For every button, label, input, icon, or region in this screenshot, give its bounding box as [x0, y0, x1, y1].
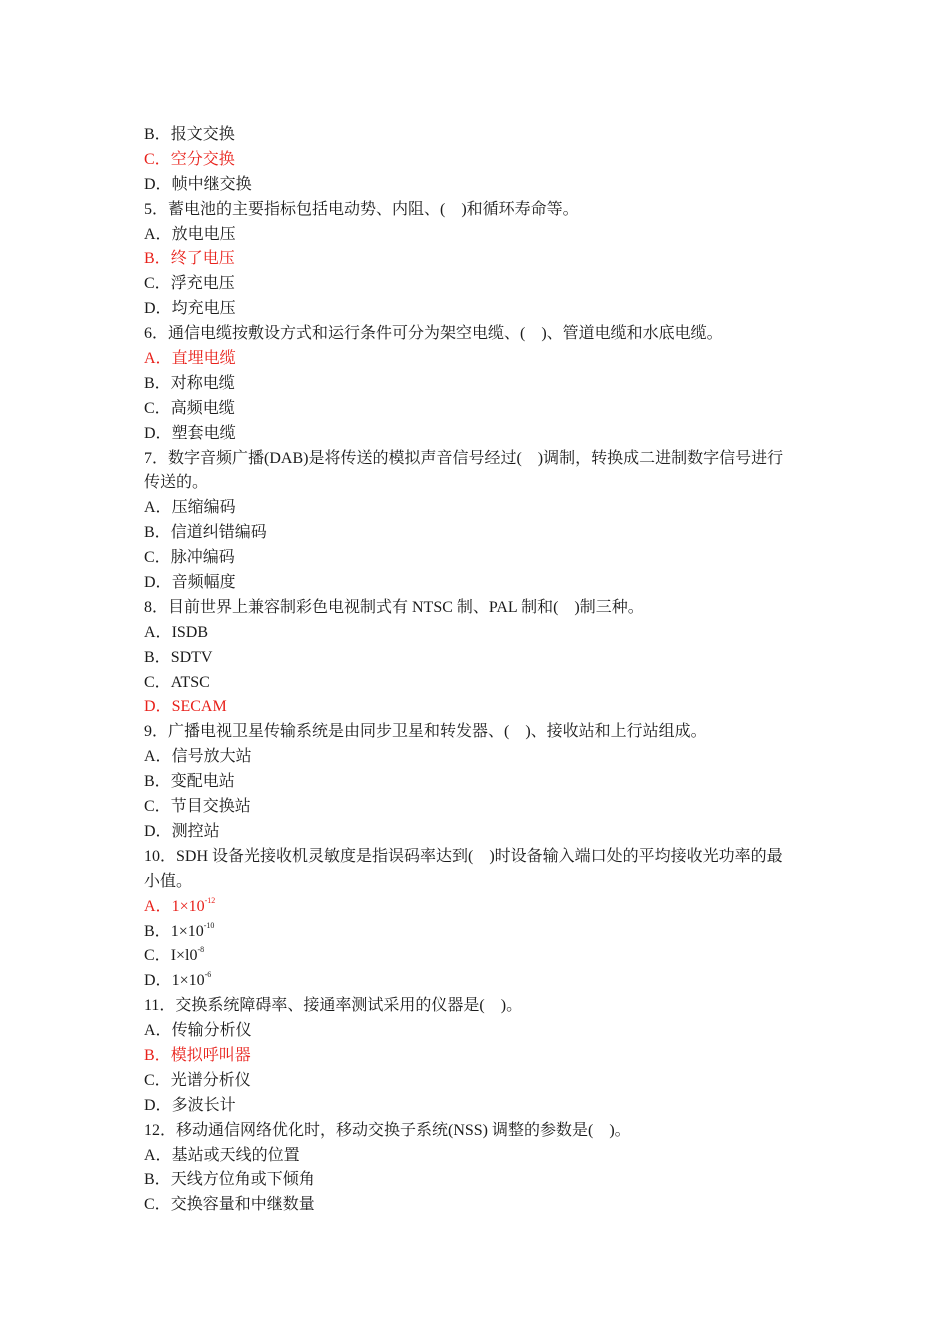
option-letter: B． [144, 250, 171, 268]
option [144, 795, 824, 820]
option-letter: C． [144, 399, 171, 417]
option [144, 621, 824, 646]
option-letter: C． [144, 1071, 171, 1089]
option-letter: B． [144, 374, 171, 392]
option-text: 塑套电缆 [171, 424, 236, 442]
option-letter: A． [144, 897, 172, 915]
option-letter: B． [144, 524, 171, 542]
option-letter: C． [144, 1196, 171, 1214]
option-text: 变配电站 [170, 773, 235, 791]
option-letter: B． [144, 1171, 171, 1189]
option-text: 高频电缆 [170, 399, 235, 417]
question-text [144, 198, 824, 223]
option-correct [144, 695, 824, 720]
option [144, 1144, 824, 1169]
question-text [144, 870, 824, 895]
option-exponent: -12 [204, 895, 216, 905]
question-label: 传送的。 [144, 474, 209, 492]
option [144, 646, 824, 671]
question-text [144, 447, 824, 472]
option-text: 浮充电压 [170, 275, 235, 293]
option [144, 223, 824, 248]
question-label: 10．SDH 设备光接收机灵敏度是指误码率达到( )时设备输入端口处的平均接收光功率的最 [144, 847, 783, 865]
option-letter: C． [144, 798, 171, 816]
question-text [144, 322, 824, 347]
option-correct [144, 148, 824, 173]
option-text: 放电电压 [171, 225, 236, 243]
option [144, 397, 824, 422]
option-text: 音频幅度 [171, 574, 236, 592]
option-exponent: -8 [197, 945, 205, 955]
option-letter: A． [144, 748, 172, 766]
option [144, 546, 824, 571]
option-letter: B． [144, 648, 171, 666]
option [144, 1019, 824, 1044]
option [144, 422, 824, 447]
option-text: 传输分析仪 [171, 1022, 252, 1040]
question-label: 11．交换系统障碍率、接通率测试采用的仪器是( )。 [144, 997, 523, 1015]
option-letter: D． [144, 574, 172, 592]
question-text [144, 471, 824, 496]
option-text: 节目交换站 [170, 798, 251, 816]
option [144, 770, 824, 795]
option-letter: C． [144, 673, 171, 691]
option-correct [144, 347, 824, 372]
option [144, 123, 824, 148]
option-correct [144, 1044, 824, 1069]
option [144, 1193, 824, 1218]
option-letter: A． [144, 1022, 172, 1040]
option-letter: D． [144, 424, 172, 442]
option-letter: B． [144, 922, 171, 940]
option-text: ATSC [170, 673, 210, 691]
option-letter: C． [144, 150, 171, 168]
option-correct [144, 895, 824, 920]
option-exponent: -6 [204, 970, 212, 980]
option [144, 920, 824, 945]
option-text: 脉冲编码 [170, 549, 235, 567]
option-text: 信号放大站 [171, 748, 252, 766]
question-text [144, 845, 824, 870]
option-text: 1×10 [171, 972, 205, 990]
option-text: SDTV [170, 648, 213, 666]
option [144, 297, 824, 322]
option-letter: B． [144, 1046, 171, 1064]
option-letter: D． [144, 175, 172, 193]
option-letter: D． [144, 300, 172, 318]
option [144, 820, 824, 845]
option-text: 基站或天线的位置 [171, 1146, 300, 1164]
option [144, 571, 824, 596]
option-text: 直埋电缆 [171, 350, 236, 368]
option-text: 对称电缆 [170, 374, 235, 392]
option-text: 测控站 [171, 822, 220, 840]
option [144, 1168, 824, 1193]
option [144, 671, 824, 696]
question-label: 9．广播电视卫星传输系统是由同步卫星和转发器、( )、接收站和上行站组成。 [144, 723, 707, 741]
option [144, 745, 824, 770]
option-letter: D． [144, 972, 172, 990]
option-text: 模拟呼叫器 [170, 1046, 251, 1064]
option-letter: D． [144, 1096, 172, 1114]
option-letter: C． [144, 947, 171, 965]
option-text: 1×10 [170, 922, 204, 940]
option-letter: A． [144, 350, 172, 368]
option-letter: A． [144, 1146, 172, 1164]
option [144, 496, 824, 521]
option-text: SECAM [171, 698, 227, 716]
option [144, 1069, 824, 1094]
option [144, 272, 824, 297]
option-text: I×l0 [170, 947, 198, 965]
option-text: 终了电压 [170, 250, 235, 268]
option-letter: D． [144, 822, 172, 840]
option-letter: B． [144, 773, 171, 791]
option-letter: A． [144, 499, 172, 517]
option-text: 帧中继交换 [171, 175, 252, 193]
question-label: 12．移动通信网络优化时，移动交换子系统(NSS) 调整的参数是( )。 [144, 1121, 631, 1139]
option-correct [144, 247, 824, 272]
question-text [144, 1119, 824, 1144]
question-label: 8．目前世界上兼容制彩色电视制式有 NTSC 制、PAL 制和( )制三种。 [144, 598, 644, 616]
question-label: 小值。 [144, 872, 193, 890]
option-text: 均充电压 [171, 300, 236, 318]
option-text: 信道纠错编码 [170, 524, 267, 542]
option [144, 173, 824, 198]
option [144, 944, 824, 969]
option [144, 372, 824, 397]
question-label: 7．数字音频广播(DAB)是将传送的模拟声音信号经过( )调制，转换成二进制数字信号进行 [144, 449, 784, 467]
question-label: 5．蓄电池的主要指标包括电动势、内阻、( )和循环寿命等。 [144, 200, 579, 218]
option-text: 压缩编码 [171, 499, 236, 517]
question-text [144, 596, 824, 621]
option-letter: C． [144, 549, 171, 567]
option-text: 空分交换 [170, 150, 235, 168]
option-text: 交换容量和中继数量 [170, 1196, 315, 1214]
option-exponent: -10 [203, 920, 215, 930]
option-text: 天线方位角或下倾角 [170, 1171, 315, 1189]
option-letter: C． [144, 275, 171, 293]
option-text: 报文交换 [170, 126, 235, 143]
question-text [144, 994, 824, 1019]
option-letter: D． [144, 698, 172, 716]
question-text [144, 720, 824, 745]
option-text: 1×10 [171, 897, 205, 915]
option-text: 光谱分析仪 [170, 1071, 251, 1089]
option [144, 1094, 824, 1119]
option-letter: A． [144, 225, 172, 243]
option-text: 多波长计 [171, 1096, 236, 1114]
option-letter: B． [144, 126, 171, 143]
option [144, 521, 824, 546]
option-letter: A． [144, 623, 172, 641]
question-label: 6．通信电缆按敷设方式和运行条件可分为架空电缆、( )、管道电缆和水底电缆。 [144, 325, 723, 343]
option-text: ISDB [171, 623, 209, 641]
option [144, 969, 824, 994]
document-page [144, 123, 824, 1218]
